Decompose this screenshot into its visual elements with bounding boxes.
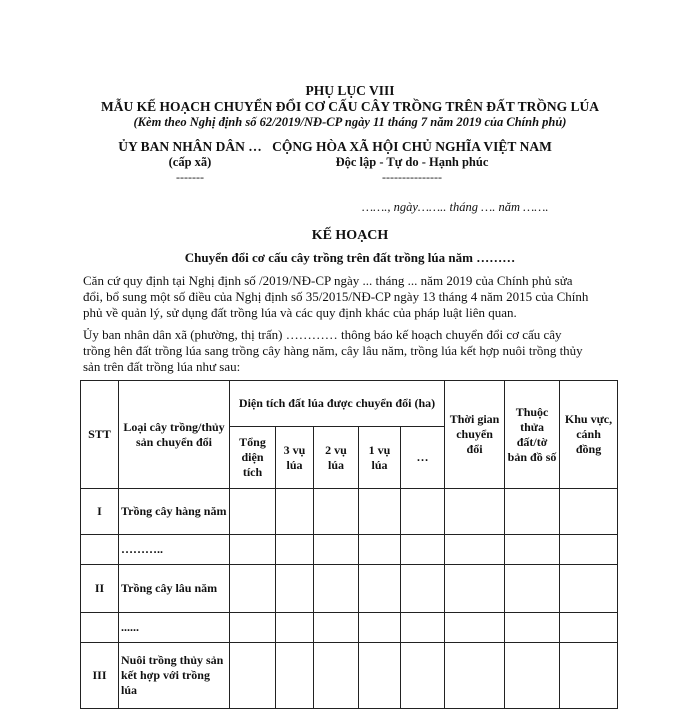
nation-name: CỘNG HÒA XÃ HỘI CHỦ NGHĨA VIỆT NAM bbox=[272, 139, 552, 154]
paragraph-line: phủ về quản lý, sử dụng đất trồng lúa và các quy định khác của pháp luật liên quan. bbox=[83, 305, 517, 320]
paragraph-line: đổi, bổ sung một số điều của Nghị định số 35/2015/NĐ-CP ngày 13 tháng 4 năm 2015 của Chính bbox=[83, 289, 589, 304]
row-stt bbox=[81, 535, 119, 565]
form-title: MẪU KẾ HOẠCH CHUYỂN ĐỔI CƠ CẤU CÂY TRỒNG TRÊN ĐẤT TRỒNG LÚA bbox=[100, 99, 600, 114]
paragraph-line: sản trên đất trồng lúa như sau: bbox=[83, 359, 241, 374]
right-divider: --------------- bbox=[382, 170, 442, 184]
table-row bbox=[81, 565, 618, 613]
header-total-area: Tổng diện tích bbox=[230, 427, 276, 489]
right-block bbox=[262, 139, 562, 185]
row-crop-name: Trồng cây hàng năm bbox=[119, 489, 230, 535]
plan-subtitle: Chuyển đổi cơ cấu cây trồng trên đất trồng lúa năm ……… bbox=[184, 250, 516, 265]
header-one-crop: 1 vụ lúa bbox=[359, 427, 401, 489]
table-row bbox=[81, 489, 618, 535]
header-area-group: Diện tích đất lúa được chuyển đổi (ha) bbox=[230, 381, 445, 427]
conversion-plan-table bbox=[80, 380, 618, 709]
form-subtitle: (Kèm theo Nghị định số 62/2019/NĐ-CP ngày 11 tháng 7 năm 2019 của Chính phủ) bbox=[133, 115, 567, 129]
row-crop-name: Nuôi trồng thủy sản kết hợp với trồng lúa bbox=[119, 643, 230, 709]
paragraph-announcement bbox=[83, 327, 620, 375]
date-line: ……., ngày…….. tháng …. năm ……. bbox=[362, 200, 549, 214]
header-stt: STT bbox=[81, 381, 119, 489]
header-conversion-time: Thời gian chuyển đổi bbox=[445, 381, 505, 489]
row-crop-name: ……….. bbox=[119, 535, 230, 565]
left-divider: ------- bbox=[176, 170, 204, 184]
row-crop-name: ...... bbox=[119, 613, 230, 643]
header-crop-type: Loại cây trồng/thủy sản chuyển đổi bbox=[119, 381, 230, 489]
table-row bbox=[81, 613, 618, 643]
row-stt bbox=[81, 613, 119, 643]
paragraph-legal-basis bbox=[83, 273, 620, 321]
paragraph-line: Căn cứ quy định tại Nghị định số /2019/NĐ-CP ngày ... tháng ... năm 2019 của Chính phủ sửa bbox=[83, 273, 573, 288]
org-level: (cấp xã) bbox=[168, 155, 212, 169]
header-area-field: Khu vực, cánh đồng bbox=[560, 381, 618, 489]
row-stt: III bbox=[81, 643, 119, 709]
org-name: ỦY BAN NHÂN DÂN … bbox=[118, 139, 262, 154]
header-parcel: Thuộc thửa đất/tờ bản đồ số bbox=[505, 381, 560, 489]
row-stt: II bbox=[81, 565, 119, 613]
row-crop-name: Trồng cây lâu năm bbox=[119, 565, 230, 613]
row-stt: I bbox=[81, 489, 119, 535]
table-row bbox=[81, 643, 618, 709]
header-three-crops: 3 vụ lúa bbox=[276, 427, 314, 489]
motto: Độc lập - Tự do - Hạnh phúc bbox=[335, 155, 489, 169]
table-row bbox=[81, 535, 618, 565]
appendix-label: PHỤ LỤC VIII bbox=[305, 83, 395, 98]
paragraph-line: Ủy ban nhân dân xã (phường, thị trấn) ………… thông báo kế hoạch chuyển đổi cơ cấu cây bbox=[83, 327, 562, 342]
plan-title: KẾ HOẠCH bbox=[311, 228, 389, 243]
left-block bbox=[106, 139, 274, 185]
header-more: … bbox=[401, 427, 445, 489]
header-two-crops: 2 vụ lúa bbox=[314, 427, 359, 489]
table-header-row bbox=[81, 381, 618, 427]
paragraph-line: trồng hên đất trồng lúa sang trồng cây hàng năm, cây lâu năm, trồng lúa kết hợp nuôi trồng thủy bbox=[83, 343, 583, 358]
